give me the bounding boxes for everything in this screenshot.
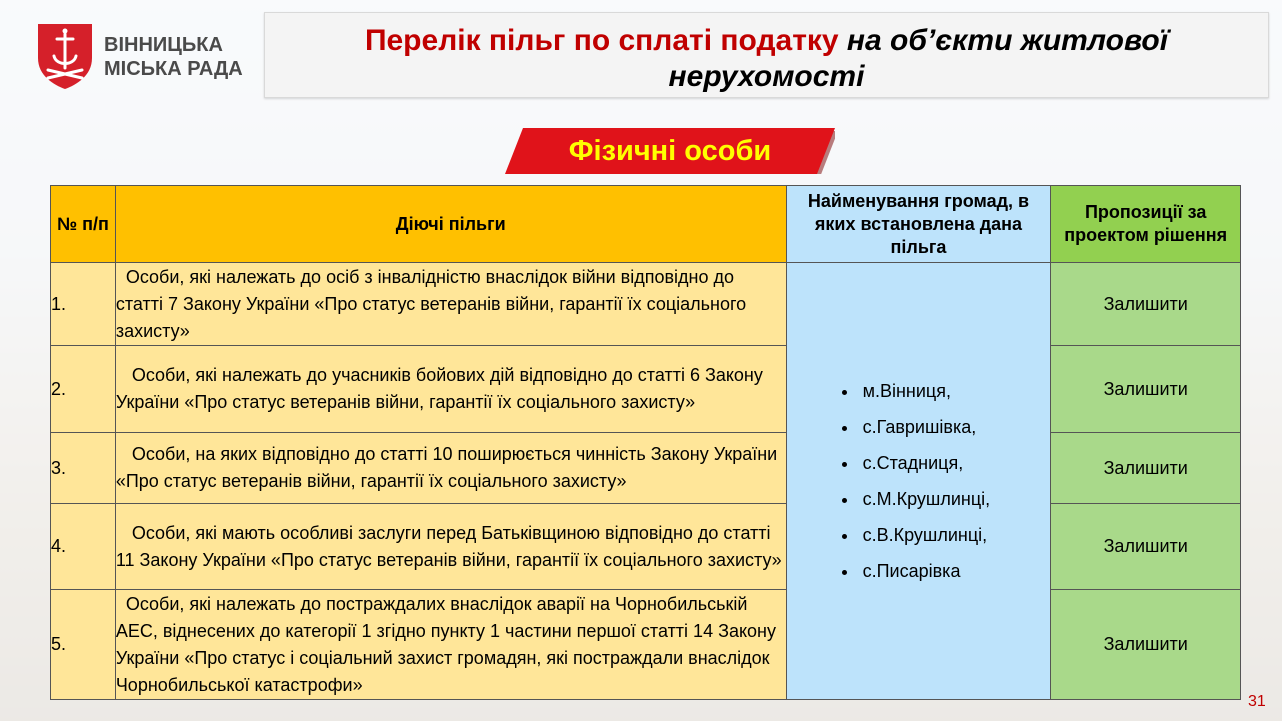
list-item: • с.Стадниця, bbox=[859, 445, 1051, 481]
row-proposal: Залишити bbox=[1051, 433, 1241, 504]
communities-cell bbox=[786, 263, 1051, 700]
coat-of-arms-logo bbox=[36, 22, 94, 90]
list-item: • с.Гавришівка, bbox=[859, 409, 1051, 445]
table-row bbox=[51, 346, 1241, 433]
org-name-line2: МІСЬКА РАДА bbox=[104, 58, 243, 80]
row-proposal: Залишити bbox=[1051, 346, 1241, 433]
row-number: 2. bbox=[51, 346, 116, 433]
section-banner-label: Фізичні особи bbox=[568, 135, 772, 167]
org-name-line1: ВІННИЦЬКА bbox=[104, 34, 223, 56]
communities-list bbox=[787, 373, 1051, 589]
header-number: № п/п bbox=[51, 186, 116, 263]
title-box bbox=[264, 12, 1269, 98]
row-proposal: Залишити bbox=[1051, 504, 1241, 590]
table-row bbox=[51, 590, 1241, 700]
list-item: • с.В.Крушлинці, bbox=[859, 517, 1051, 553]
list-item: • с.М.Крушлинці, bbox=[859, 481, 1051, 517]
row-number: 3. bbox=[51, 433, 116, 504]
table-row bbox=[51, 433, 1241, 504]
row-benefit: Особи, які належать до учасників бойових дій відповідно до статті 6 Закону України «Про статус ветеранів війни, гарантії їх соціального захисту» bbox=[115, 346, 786, 433]
table-row bbox=[51, 504, 1241, 590]
row-number: 5. bbox=[51, 590, 116, 700]
section-banner bbox=[505, 128, 835, 174]
row-benefit: Особи, які належать до постраждалих внаслідок аварії на Чорнобильській АЕС, віднесених до категорії 1 згідно пункту 1 частини першої статті 14 Закону України «Про статус і соціальний захист громадян, які постраждали внаслідок Чорнобильської катастрофи» bbox=[115, 590, 786, 700]
header-proposals: Пропозиції за проектом рішення bbox=[1051, 186, 1241, 263]
row-number: 4. bbox=[51, 504, 116, 590]
page-number: 31 bbox=[1248, 693, 1266, 710]
page-title bbox=[265, 23, 1268, 95]
list-item: • с.Писарівка bbox=[859, 553, 1051, 589]
row-benefit: Особи, які належать до осіб з інвалідністю внаслідок війни відповідно до статті 7 Закону України «Про статус ветеранів війни, гарантії їх соціального захисту» bbox=[115, 263, 786, 346]
list-item: • м.Вінниця, bbox=[859, 373, 1051, 409]
benefits-table bbox=[50, 185, 1241, 700]
header-benefits: Діючі пільги bbox=[115, 186, 786, 263]
page-title-part1: Перелік пільг по сплаті податку bbox=[364, 24, 847, 57]
row-benefit: Особи, які мають особливі заслуги перед Батьківщиною відповідно до статті 11 Закону України «Про статус ветеранів війни, гарантії їх соціального захисту» bbox=[115, 504, 786, 590]
row-number: 1. bbox=[51, 263, 116, 346]
table-header-row bbox=[51, 186, 1241, 263]
organization-name bbox=[104, 33, 243, 81]
row-proposal: Залишити bbox=[1051, 263, 1241, 346]
row-proposal: Залишити bbox=[1051, 590, 1241, 700]
row-benefit: Особи, на яких відповідно до статті 10 поширюється чинність Закону України «Про статус ветеранів війни, гарантії їх соціального захисту» bbox=[115, 433, 786, 504]
table-row bbox=[51, 263, 1241, 346]
page-title-part2: на об’єкти житлової нерухомості bbox=[668, 24, 1169, 93]
header-communities: Найменування громад, в яких встановлена дана пільга bbox=[786, 186, 1051, 263]
